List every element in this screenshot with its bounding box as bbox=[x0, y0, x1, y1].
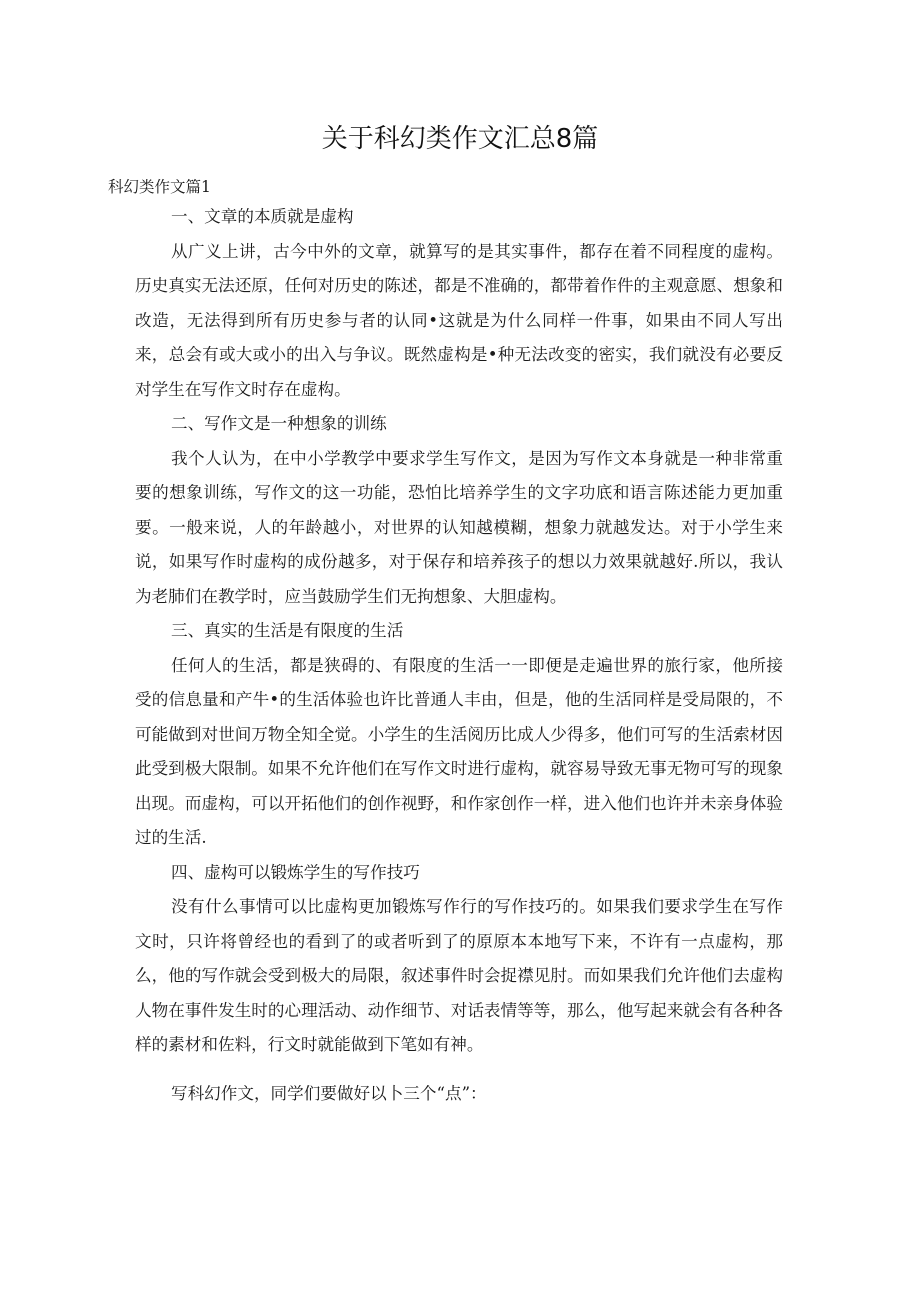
body-paragraph: 没有什么事情可以比虚构更加锻炼写作行的写作技巧的。如果我们要求学生在写作文时，只许将曾经也的看到了的或者听到了的原原本本地写下来，不许有一点虚构，那么，他的写作就会受到极大的局限，叙述事件时会捉襟见肘。而如果我们允许他们去虚构人物在事件发生时的心理活动、动作细节、对话表情等等，那么，他写起来就会有各种各样的素材和佐料，行文时就能做到下笔如有神。 bbox=[135, 897, 783, 1054]
body-paragraph: 写科幻作文，同学们要做好以卜三个“点”： bbox=[171, 1083, 487, 1103]
section-heading: 三、真实的生活是有限度的生活 bbox=[171, 621, 404, 640]
section-label: 科幻类作文篇1 bbox=[108, 178, 211, 196]
body-paragraph: 我个人认为，在中小学教学中要求学生写作文，是因为写作文本身就是一种非常重要的想象训练，写作文的这一功能，恐怕比培养学生的文字功底和语言陈述能力更加重要。一般来说，人的年龄越小，对世界的认知越模糊，想象力就越发达。对于小学生来说，如果写作时虚构的成份越多，对于保存和培养孩子的想以力效果就越好.所以，我认为老肺们在教学时，应当鼓励学生们无拘想象、大胆虚构。 bbox=[135, 448, 783, 606]
section-heading: 四、虚构可以锻炼学生的写作技巧 bbox=[171, 862, 420, 882]
article-body bbox=[135, 200, 783, 1111]
body-paragraph: 任何人的生活，都是狭碍的、有限度的生活一一即便是走遍世界的旅行家，他所接受的信息量和产牛•的生活体验也许比普通人丰由，但是，他的生活同样是受局限的，不可能做到对世间万物全知全觉。小学生的生活阅历比成人少得多，他们可写的生活索材因此受到极大限制。如果不允许他们在写作文时进行虚构，就容易导致无事无物可写的现象出现。而虚构，可以开拓他们的创作视野，和作家创作一样，进入他们也许并未亲身体验过的生活. bbox=[135, 655, 783, 847]
section-heading: 一、文章的本质就是虚构 bbox=[171, 207, 354, 226]
section-heading: 二、写作文是一种想象的训练 bbox=[171, 414, 387, 433]
page-title: 关于科幻类作文汇总8篇 bbox=[321, 124, 599, 154]
body-paragraph: 从广义上讲，古今中外的文章，就算写的是其实事件，都存在着不同程度的虚构。历史真实无法还原，任何对历史的陈述，都是不准确的，都带着作件的主观意愿、想象和改造，无法得到所有历史参与者的认同•这就是为什么同样一件事，如果由不同人写出来，总会有或大或小的出入与争议。既然虚构是•种无法改变的密实，我们就没有必要反对学生在写作文时存在虚构。 bbox=[135, 241, 783, 399]
